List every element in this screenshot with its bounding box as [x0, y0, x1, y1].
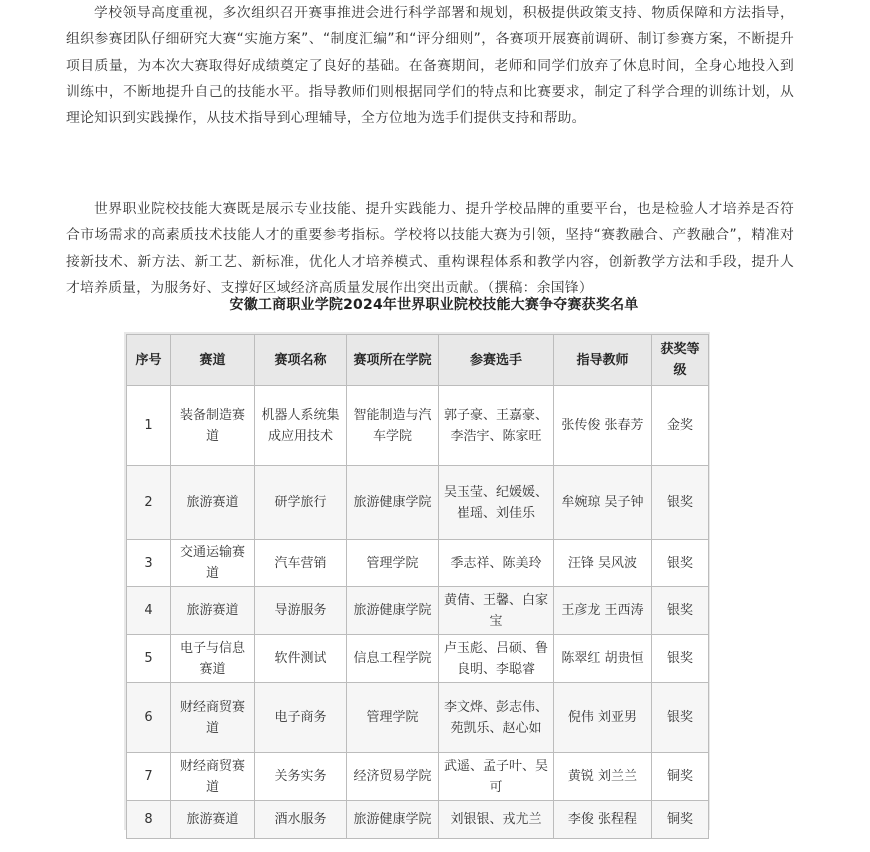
- table-row: [127, 587, 709, 635]
- table-cell: 软件测试: [255, 635, 347, 683]
- table-header-cell: 赛项所在学院: [347, 335, 439, 386]
- table-cell: 旅游健康学院: [347, 801, 439, 839]
- table-cell: 机器人系统集成应用技术: [255, 386, 347, 466]
- table-cell: 旅游健康学院: [347, 587, 439, 635]
- table-cell: 导游服务: [255, 587, 347, 635]
- table-cell: 旅游赛道: [171, 587, 255, 635]
- table-title: 安徽工商职业学院2024年世界职业院校技能大赛争夺赛获奖名单: [229, 297, 639, 313]
- table-cell: 3: [127, 540, 171, 587]
- table-cell: 1: [127, 386, 171, 466]
- table-cell: 汽车营销: [255, 540, 347, 587]
- table-cell: 汪锋 吴风波: [554, 540, 652, 587]
- table-cell: 电子与信息赛道: [171, 635, 255, 683]
- table-cell: 张传俊 张春芳: [554, 386, 652, 466]
- table-header-cell: 参赛选手: [439, 335, 554, 386]
- table-cell: 刘银银、戎尤兰: [439, 801, 554, 839]
- table-cell: 5: [127, 635, 171, 683]
- table-cell: 王彦龙 王西涛: [554, 587, 652, 635]
- table-cell: 银奖: [652, 587, 709, 635]
- table-cell: 金奖: [652, 386, 709, 466]
- table-cell: 2: [127, 466, 171, 540]
- table-cell: 银奖: [652, 466, 709, 540]
- award-table: [126, 334, 709, 839]
- table-cell: 旅游健康学院: [347, 466, 439, 540]
- table-cell: 4: [127, 587, 171, 635]
- table-cell: 吴玉莹、纪媛媛、崔瑶、刘佳乐: [439, 466, 554, 540]
- table-cell: 信息工程学院: [347, 635, 439, 683]
- table-cell: 财经商贸赛道: [171, 683, 255, 753]
- table-cell: 研学旅行: [255, 466, 347, 540]
- table-cell: 8: [127, 801, 171, 839]
- table-cell: 管理学院: [347, 683, 439, 753]
- table-cell: 倪伟 刘亚男: [554, 683, 652, 753]
- table-cell: 银奖: [652, 683, 709, 753]
- table-cell: 黄倩、王馨、白家宝: [439, 587, 554, 635]
- table-cell: 牟婉琼 吴子钟: [554, 466, 652, 540]
- table-cell: 旅游赛道: [171, 466, 255, 540]
- award-table-container: [126, 334, 708, 839]
- table-header-cell: 获奖等级: [652, 335, 709, 386]
- table-cell: 交通运输赛道: [171, 540, 255, 587]
- table-row: [127, 635, 709, 683]
- table-cell: 陈翠红 胡贵恒: [554, 635, 652, 683]
- article-paragraph-2: 世界职业院校技能大赛既是展示专业技能、提升实践能力、提升学校品牌的重要平台，也是检验人才培养是否符合市场需求的高素质技术技能人才的重要参考指标。学校将以技能大赛为引领，坚持“赛教融合、产教融合”，精准对接新技术、新方法、新工艺、新标准，优化人才培养模式、重构课程体系和教学内容，创新教学方法和手段，提升人才培养质量，为服务好、支撑好区域经济高质量发展作出突出贡献。（撰稿：余国锋）: [66, 201, 794, 296]
- table-cell: 财经商贸赛道: [171, 753, 255, 801]
- table-row: [127, 801, 709, 839]
- table-cell: 关务实务: [255, 753, 347, 801]
- table-header-row: [127, 335, 709, 386]
- table-cell: 黄锐 刘兰兰: [554, 753, 652, 801]
- table-row: [127, 540, 709, 587]
- table-cell: 季志祥、陈美玲: [439, 540, 554, 587]
- table-header-cell: 序号: [127, 335, 171, 386]
- table-cell: 经济贸易学院: [347, 753, 439, 801]
- table-cell: 郭子豪、王嘉豪、李浩宇、陈家旺: [439, 386, 554, 466]
- table-cell: 装备制造赛道: [171, 386, 255, 466]
- table-cell: 卢玉彪、吕硕、鲁良明、李聪睿: [439, 635, 554, 683]
- table-cell: 管理学院: [347, 540, 439, 587]
- table-cell: 6: [127, 683, 171, 753]
- table-row: [127, 386, 709, 466]
- article-paragraph-1: 学校领导高度重视，多次组织召开赛事推进会进行科学部署和规划，积极提供政策支持、物质保障和方法指导，组织参赛团队仔细研究大赛“实施方案”、“制度汇编”和“评分细则”，各赛项开展赛前调研、制订参赛方案，不断提升项目质量，为本次大赛取得好成绩奠定了良好的基础。在备赛期间，老师和同学们放弃了休息时间，全身心地投入到训练中，不断地提升自己的技能水平。指导教师们则根据同学们的特点和比赛要求，制定了科学合理的训练计划，从理论知识到实践操作，从技术指导到心理辅导，全方位地为选手们提供支持和帮助。: [66, 5, 794, 127]
- table-header-cell: 赛道: [171, 335, 255, 386]
- table-cell: 旅游赛道: [171, 801, 255, 839]
- table-header-cell: 指导教师: [554, 335, 652, 386]
- table-cell: 铜奖: [652, 753, 709, 801]
- table-cell: 武遥、孟子叶、吴可: [439, 753, 554, 801]
- table-cell: 铜奖: [652, 801, 709, 839]
- table-cell: 李俊 张程程: [554, 801, 652, 839]
- table-row: [127, 466, 709, 540]
- table-cell: 银奖: [652, 540, 709, 587]
- table-cell: 智能制造与汽车学院: [347, 386, 439, 466]
- table-cell: 银奖: [652, 635, 709, 683]
- table-header-cell: 赛项名称: [255, 335, 347, 386]
- table-cell: 7: [127, 753, 171, 801]
- table-cell: 酒水服务: [255, 801, 347, 839]
- table-row: [127, 753, 709, 801]
- table-row: [127, 683, 709, 753]
- table-cell: 电子商务: [255, 683, 347, 753]
- table-cell: 李文烨、彭志伟、苑凯乐、赵心如: [439, 683, 554, 753]
